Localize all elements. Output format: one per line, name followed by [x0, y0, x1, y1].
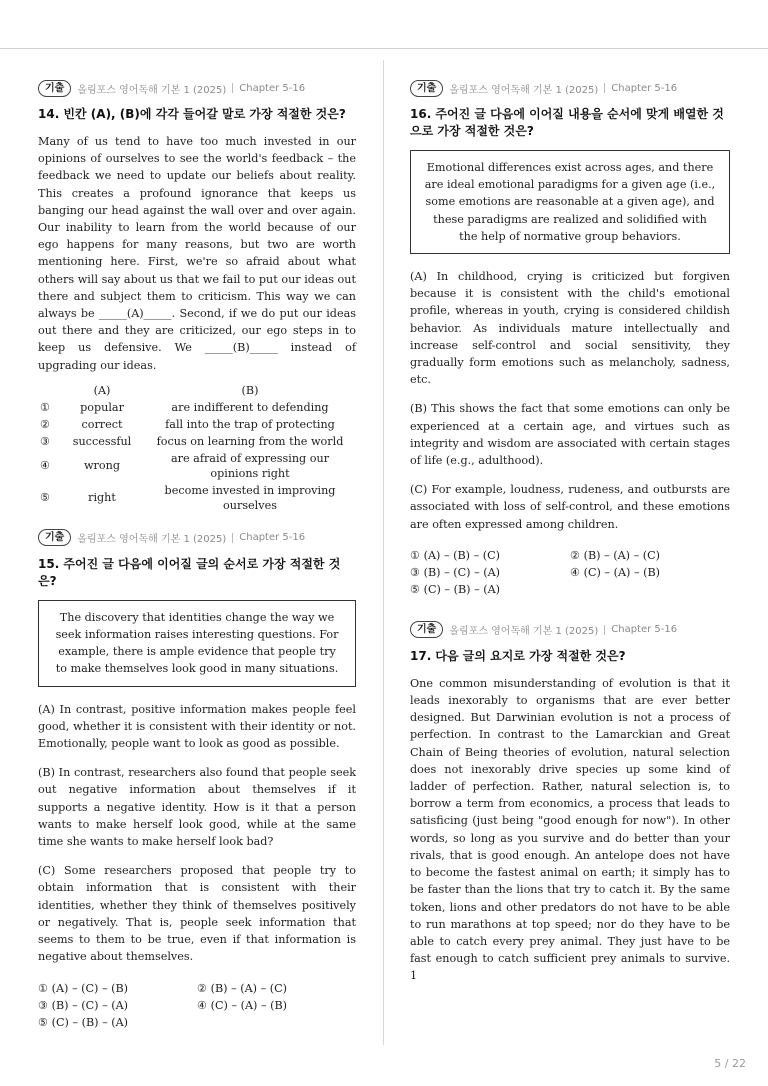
question-tagline [38, 78, 356, 98]
paragraph-a: (A) In contrast, positive information makes people feel good, whether it is consistent with their identity or not. Emotionally, people want to look as good as possible. [38, 702, 356, 751]
question-title: 14. 빈칸 (A), (B)에 각각 들어갈 말로 가장 적절한 것은? [38, 107, 346, 121]
question-passage: One common misunderstanding of evolution is that it leads inexorably to organisms that are ever better designed. But Darwinian evolution is not a process of perfection. In contrast to the Lamarckian and Great Chain of Being theories of evolution, natural selection does not inexorably drive species up some kind of ladder of perfection. Rather, natural selection is, to borrow a term from economics, a process that leads to satisficing (just being "good enough for now"). In other words, so long as you survive and do better than your rivals, that is good enough. An antelope does not have to become the fastest animal on earth; it simply has to be faster than the lions that try to catch it. By the same token, lions and other predators do not have to be able to run marathons at top speed; nor do they have to be able to catch every prey animal. They just have to be fast enough to catch sufficient prey animals to survive. 1 [410, 676, 730, 983]
exam-badge: 기출 [410, 621, 443, 638]
column-divider [383, 60, 384, 1045]
choice-3[interactable]: ③ (B) – (C) – (A) [38, 998, 129, 1012]
paragraph-c: (C) Some researchers proposed that people try to obtain information that is consistent with their identities, whether they think of themselves positively or negatively. That is, people seek information that seems to them to be true, even if that information is negative about themselves. [38, 864, 356, 964]
choice-4[interactable]: ④ (C) – (A) – (B) [570, 565, 661, 579]
option-b: focus on learning from the world [156, 434, 344, 448]
choice-3[interactable]: ③ (B) – (C) – (A) [410, 565, 501, 579]
option-number: ① [40, 400, 51, 414]
exam-badge: 기출 [410, 80, 443, 97]
option-row[interactable] [38, 482, 356, 514]
tagline-separator [232, 83, 233, 93]
chapter-label: Chapter 5-16 [611, 82, 678, 94]
question-title: 15. 주어진 글 다음에 이어질 글의 순서로 가장 적절한 것은? [38, 556, 341, 588]
option-a: wrong [83, 459, 121, 473]
question-17 [410, 620, 730, 985]
answer-choices [38, 980, 356, 1031]
option-row[interactable] [38, 450, 356, 482]
option-row[interactable] [38, 416, 356, 433]
option-number: ④ [40, 459, 51, 473]
option-b: are indifferent to defending [171, 400, 329, 414]
choice-1[interactable]: ① (A) – (C) – (B) [38, 981, 129, 995]
tagline-separator [232, 533, 233, 543]
answer-options-table [38, 382, 356, 514]
paragraph-c: (C) For example, loudness, rudeness, and outbursts are associated with loss of self-control, and these emotions are often expressed among children. [410, 483, 730, 531]
option-a: popular [80, 400, 124, 414]
column-a-header: (A) [93, 383, 111, 397]
chapter-label: Chapter 5-16 [239, 532, 306, 544]
choice-5[interactable]: ⑤ (C) – (B) – (A) [410, 582, 501, 596]
option-b: become invested in improving ourselves [164, 483, 336, 512]
given-text-box: The discovery that identities change the way we seek information raises interesting questions. For example, there is ample evidence that people try to make themselves look good in many situations. [38, 600, 356, 687]
tagline-separator [604, 83, 605, 93]
exam-badge: 기출 [38, 529, 71, 546]
left-column [38, 78, 356, 1031]
question-title: 16. 주어진 글 다음에 이어질 내용을 순서에 맞게 배열한 것으로 가장 적절한 것은? [410, 107, 724, 138]
right-column [410, 78, 730, 985]
given-text-box: Emotional differences exist across ages, and there are ideal emotional paradigms for a given age (i.e., some emotions are reasonable at a given age), and these paradigms are realized and solidified with the help of normative group behaviors. [410, 150, 730, 254]
column-b-header: (B) [241, 383, 259, 397]
choice-5[interactable]: ⑤ (C) – (B) – (A) [38, 1015, 129, 1029]
paragraph-b: (B) In contrast, researchers also found that people seek out negative information about themselves if it supports a negative identity. How is it that a person wants to make herself look good, while at the same time she wants to make herself look bad? [38, 766, 356, 849]
question-tagline [410, 78, 730, 98]
source-label: 올림포스 영어독해 기본 1 (2025) [77, 534, 227, 546]
option-row[interactable] [38, 433, 356, 450]
question-title: 17. 다음 글의 요지로 가장 적절한 것은? [410, 648, 626, 663]
option-number: ② [40, 417, 51, 431]
option-a: correct [81, 417, 123, 431]
question-14 [38, 78, 356, 514]
answer-choices [410, 547, 730, 598]
option-b: are afraid of expressing our opinions right [170, 451, 330, 480]
options-header-row [38, 382, 356, 399]
question-16 [410, 78, 730, 598]
page-number: 5 / 22 [714, 1057, 746, 1070]
choice-1[interactable]: ① (A) – (B) – (C) [410, 548, 501, 562]
question-passage: Many of us tend to have too much invested in our opinions of ourselves to see the world's feedback – the feedback we need to update our beliefs about reality. This creates a profound ignorance that keeps us banging our head against the wall over and over again. Our inability to learn from the world because of our ego happens for many reasons, but two are worth mentioning here. First, we're so afraid about what others will say about us that we fail to put our ideas out there and subject them to criticism. This way we can always be _____(A)_____. Second, if we do put our ideas out there and they are criticized, our ego steps in to keep us defensive. We _____(B)_____ instead of upgrading our ideas. [38, 135, 356, 372]
source-label: 올림포스 영어독해 기본 1 (2025) [77, 84, 227, 96]
header-rule [0, 48, 768, 49]
paragraph-b: (B) This shows the fact that some emotions can only be experienced at a certain age, and virtues such as integrity and wisdom are associated with certain stages of life (e.g., adulthood). [410, 402, 730, 468]
source-label: 올림포스 영어독해 기본 1 (2025) [449, 626, 599, 638]
question-15 [38, 528, 356, 1031]
option-b: fall into the trap of protecting [165, 417, 335, 431]
choice-2[interactable]: ② (B) – (A) – (C) [570, 548, 661, 562]
tagline-separator [604, 625, 605, 635]
question-tagline [38, 528, 356, 548]
choice-2[interactable]: ② (B) – (A) – (C) [197, 981, 288, 995]
option-row[interactable] [38, 399, 356, 416]
choice-4[interactable]: ④ (C) – (A) – (B) [197, 998, 288, 1012]
chapter-label: Chapter 5-16 [611, 624, 678, 636]
option-a: right [88, 491, 116, 505]
paragraph-a: (A) In childhood, crying is criticized but forgiven because it is consistent with the child's emotional profile, whereas in youth, crying is considered childish behavior. As individuals mature intellectually and increase self-control and social sensitivity, they gradually form emotions such as melancholy, sadness, etc. [410, 270, 730, 387]
exam-badge: 기출 [38, 80, 71, 97]
option-number: ③ [40, 434, 51, 448]
chapter-label: Chapter 5-16 [239, 82, 306, 94]
source-label: 올림포스 영어독해 기본 1 (2025) [449, 84, 599, 96]
question-tagline [410, 620, 730, 640]
option-a: successful [72, 434, 132, 448]
option-number: ⑤ [40, 491, 51, 505]
